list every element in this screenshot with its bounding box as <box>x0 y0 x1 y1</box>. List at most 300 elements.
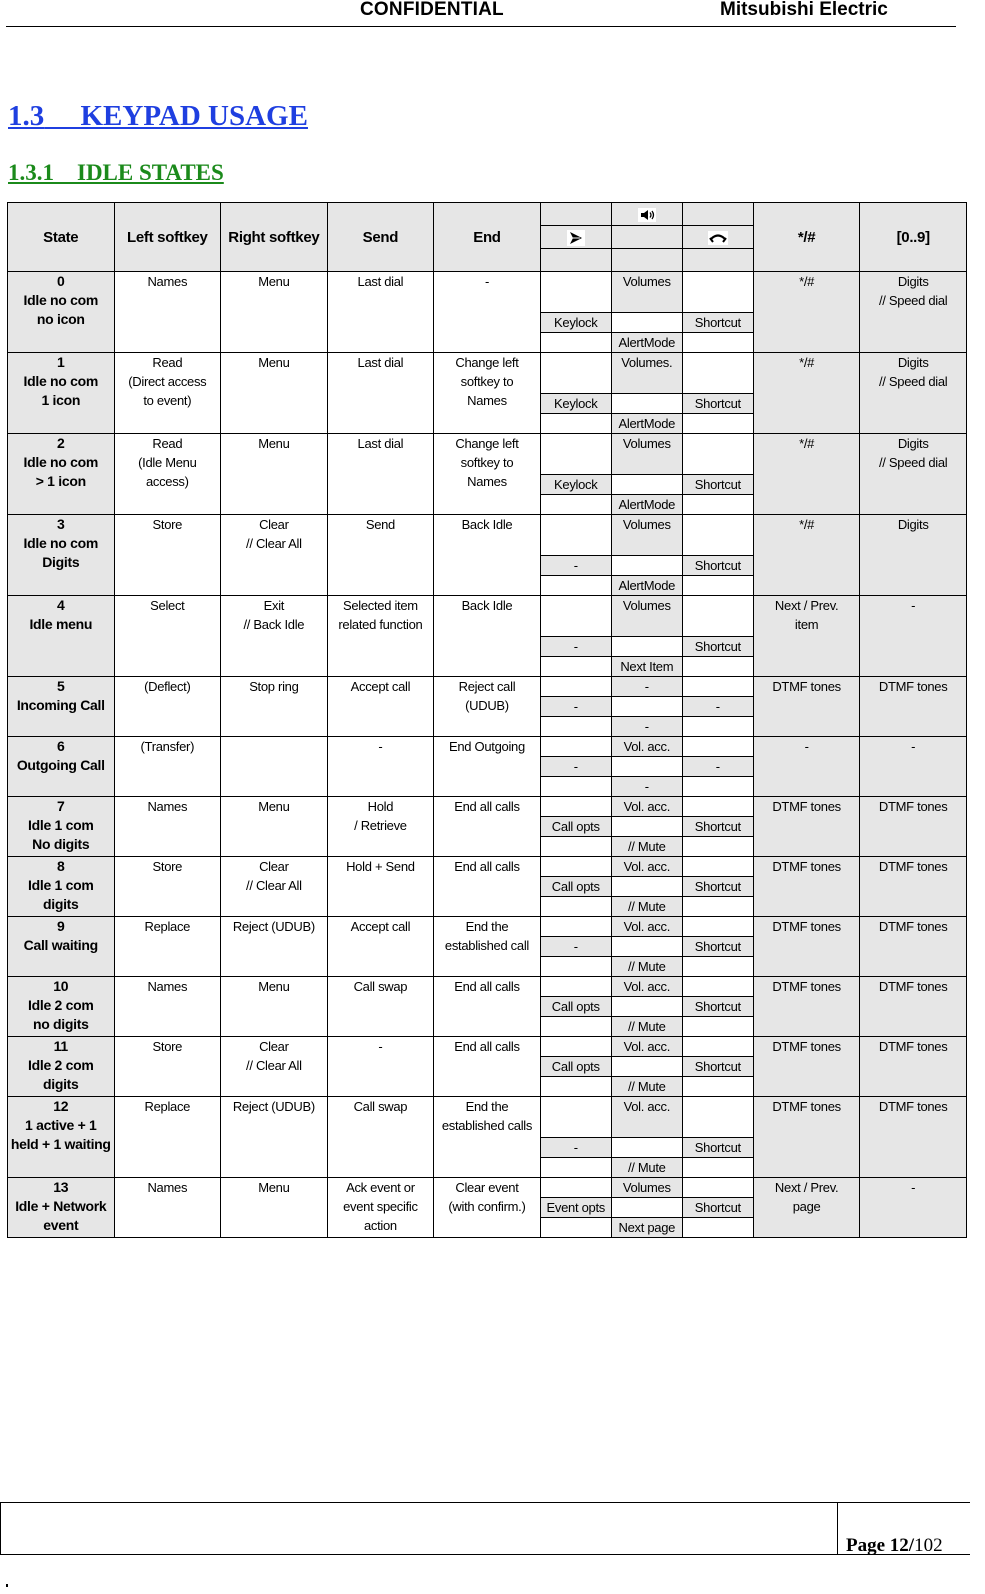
nav-up-cell: Volumes <box>611 434 682 475</box>
nav-blank-cell <box>682 333 753 353</box>
right-softkey-cell-line: Reject (UDUB) <box>232 1099 315 1114</box>
nav-up-cell: Vol. acc. <box>611 1037 682 1057</box>
digits-cell-line: Digits <box>897 436 929 451</box>
state-number: 13 <box>53 1179 69 1195</box>
header-left-softkey: Left softkey <box>114 203 221 272</box>
digits-cell <box>860 434 967 515</box>
nav-right-cell: Shortcut <box>682 475 753 495</box>
left-softkey-cell <box>114 797 221 857</box>
header-star-hash: */# <box>753 203 860 272</box>
right-softkey-cell <box>221 1037 328 1097</box>
nav-down-cell: // Mute <box>611 1158 682 1178</box>
right-softkey-cell-line: // Clear All <box>246 1058 302 1073</box>
header-nav-up <box>611 203 682 226</box>
digits-cell-line: DTMF tones <box>878 1099 948 1114</box>
send-cell-line: - <box>378 1039 383 1054</box>
digits-cell-line: DTMF tones <box>878 679 948 694</box>
confidential-label: CONFIDENTIAL <box>360 0 504 20</box>
state-cell <box>8 1037 115 1097</box>
end-cell-line: softkey to <box>460 455 514 470</box>
section-number: 1.3 <box>8 100 45 132</box>
send-cell <box>327 272 434 353</box>
nav-right-cell: Shortcut <box>682 877 753 897</box>
nav-blank-cell <box>540 1158 611 1178</box>
end-cell-line: Change left <box>455 436 519 451</box>
nav-blank-cell <box>682 1218 753 1238</box>
nav-blank-cell <box>540 434 611 475</box>
header-nav-left <box>540 226 611 249</box>
nav-left-cell: - <box>540 937 611 957</box>
nav-center-cell <box>611 394 682 414</box>
nav-right-cell: Shortcut <box>682 817 753 837</box>
company-name: Mitsubishi Electric <box>720 0 888 20</box>
nav-blank-cell <box>540 596 611 637</box>
header-end: End <box>434 203 541 272</box>
nav-blank-cell <box>540 414 611 434</box>
state-label: Idle 1 com <box>28 817 94 833</box>
send-cell-line: Hold <box>367 799 394 814</box>
star-hash-cell-line: - <box>804 739 809 754</box>
send-cell <box>327 977 434 1037</box>
send-cell-line: Hold + Send <box>346 859 415 874</box>
header-right-softkey: Right softkey <box>221 203 328 272</box>
digits-cell <box>860 977 967 1037</box>
send-cell-line: - <box>378 739 383 754</box>
right-softkey-cell-line: Clear <box>259 517 289 532</box>
digits-cell-line: DTMF tones <box>878 1039 948 1054</box>
left-softkey-cell-line: access) <box>145 474 189 489</box>
state-number: 4 <box>57 597 65 613</box>
nav-center-cell <box>611 1138 682 1158</box>
header-nav-blank <box>540 203 611 226</box>
page-footer <box>0 1502 970 1555</box>
table-row <box>8 917 967 937</box>
right-softkey-cell <box>221 272 328 353</box>
send-cell-line: event specific <box>343 1199 418 1214</box>
send-cell <box>327 353 434 434</box>
star-hash-cell <box>753 434 860 515</box>
star-hash-cell <box>753 1037 860 1097</box>
header-send: Send <box>327 203 434 272</box>
header-nav-right <box>682 226 753 249</box>
star-hash-cell <box>753 917 860 977</box>
star-hash-cell-line: */# <box>799 517 815 532</box>
nav-down-cell: // Mute <box>611 1017 682 1037</box>
send-cell <box>327 596 434 677</box>
left-softkey-cell-line: to event) <box>143 393 192 408</box>
nav-center-cell <box>611 817 682 837</box>
end-cell-line: Reject call <box>458 679 516 694</box>
star-hash-cell <box>753 1097 860 1178</box>
send-cell-line: Call swap <box>353 1099 408 1114</box>
star-hash-cell <box>753 596 860 677</box>
nav-up-cell: Vol. acc. <box>611 857 682 877</box>
header-digits: [0..9] <box>860 203 967 272</box>
state-number: 12 <box>53 1098 69 1114</box>
nav-blank-cell <box>682 917 753 937</box>
digits-cell-line: Digits <box>897 517 929 532</box>
state-cell <box>8 917 115 977</box>
nav-blank-cell <box>540 1037 611 1057</box>
digits-cell-line: DTMF tones <box>878 919 948 934</box>
digits-cell-line: - <box>911 739 916 754</box>
header-nav-blank <box>682 249 753 272</box>
nav-blank-cell <box>540 1218 611 1238</box>
nav-up-cell: Vol. acc. <box>611 917 682 937</box>
state-number: 1 <box>57 354 65 370</box>
page-label: Page 12/ <box>846 1535 915 1556</box>
star-hash-cell-line: page <box>792 1199 821 1214</box>
right-softkey-cell <box>221 677 328 737</box>
state-cell <box>8 857 115 917</box>
nav-up-cell: Vol. acc. <box>611 977 682 997</box>
state-number: 9 <box>57 918 65 934</box>
nav-blank-cell <box>682 353 753 394</box>
nav-up-cell: Vol. acc. <box>611 1097 682 1138</box>
state-label: Idle menu <box>29 616 93 632</box>
send-cell-line: Last dial <box>357 355 404 370</box>
nav-blank-cell <box>682 515 753 556</box>
table-row <box>8 434 967 475</box>
digits-cell <box>860 515 967 596</box>
digits-cell <box>860 272 967 353</box>
nav-blank-cell <box>540 576 611 596</box>
left-softkey-cell <box>114 272 221 353</box>
star-hash-cell <box>753 515 860 596</box>
state-number: 0 <box>57 273 65 289</box>
nav-blank-cell <box>682 737 753 757</box>
left-softkey-cell <box>114 1037 221 1097</box>
nav-blank-cell <box>540 857 611 877</box>
right-softkey-cell <box>221 515 328 596</box>
left-softkey-cell <box>114 917 221 977</box>
table-row <box>8 1097 967 1138</box>
nav-center-cell <box>611 1057 682 1077</box>
state-label: Idle 2 com <box>28 997 94 1013</box>
right-softkey-cell-line: Menu <box>258 979 290 994</box>
nav-center-cell <box>611 877 682 897</box>
right-softkey-cell-line: Stop ring <box>249 679 299 694</box>
page-number <box>846 1535 943 1557</box>
right-softkey-cell-line: Menu <box>258 436 290 451</box>
nav-center-cell <box>611 757 682 777</box>
nav-blank-cell <box>540 1077 611 1097</box>
digits-cell <box>860 737 967 797</box>
volume-up-icon <box>638 208 656 222</box>
digits-cell <box>860 1037 967 1097</box>
send-cell <box>327 515 434 596</box>
left-softkey-cell-line: Replace <box>144 919 191 934</box>
nav-center-cell <box>611 475 682 495</box>
nav-up-cell: Volumes <box>611 272 682 313</box>
nav-blank-cell <box>682 1017 753 1037</box>
digits-cell <box>860 1097 967 1178</box>
state-cell <box>8 353 115 434</box>
digits-cell-line: Digits <box>897 274 929 289</box>
state-label: Idle no com <box>23 373 99 389</box>
nav-down-cell: - <box>611 777 682 797</box>
left-softkey-cell-line: Names <box>147 799 188 814</box>
state-label: digits <box>43 1076 79 1092</box>
send-cell <box>327 434 434 515</box>
subsection-title: IDLE STATES <box>77 160 224 185</box>
nav-center-cell <box>611 1198 682 1218</box>
state-label: 1 icon <box>41 392 81 408</box>
nav-left-cell: Keylock <box>540 313 611 333</box>
state-label: No digits <box>32 836 90 852</box>
digits-cell-line: DTMF tones <box>878 979 948 994</box>
header-nav-blank <box>540 249 611 272</box>
left-softkey-cell-line: Select <box>150 598 185 613</box>
left-softkey-cell-line: (Transfer) <box>140 739 195 754</box>
left-softkey-cell <box>114 1097 221 1178</box>
nav-blank-cell <box>682 1097 753 1138</box>
nav-blank-cell <box>682 957 753 977</box>
nav-blank-cell <box>540 717 611 737</box>
end-cell <box>434 857 541 917</box>
right-softkey-cell-line: Menu <box>258 355 290 370</box>
right-softkey-cell <box>221 737 328 797</box>
end-cell <box>434 353 541 434</box>
end-cell-line: established calls <box>441 1118 533 1133</box>
table-row <box>8 737 967 757</box>
end-cell-line: Names <box>467 474 507 489</box>
digits-cell <box>860 596 967 677</box>
navigate-left-icon <box>567 230 585 246</box>
end-cell-line: End all calls <box>454 859 520 874</box>
left-softkey-cell <box>114 1178 221 1238</box>
subsection-heading <box>8 160 224 186</box>
nav-blank-cell <box>540 1097 611 1138</box>
nav-up-cell: Volumes <box>611 1178 682 1198</box>
nav-right-cell: - <box>682 757 753 777</box>
end-cell-line: End all calls <box>454 799 520 814</box>
state-cell <box>8 272 115 353</box>
nav-blank-cell <box>682 1037 753 1057</box>
state-cell <box>8 797 115 857</box>
nav-blank-cell <box>682 272 753 313</box>
state-label: Idle no com <box>23 292 99 308</box>
nav-left-cell: - <box>540 556 611 576</box>
state-label: Idle no com <box>23 454 99 470</box>
end-cell-line: - <box>484 274 489 289</box>
left-softkey-cell <box>114 515 221 596</box>
digits-cell-line: DTMF tones <box>878 799 948 814</box>
star-hash-cell-line: DTMF tones <box>772 679 841 694</box>
send-cell-line: Last dial <box>357 274 404 289</box>
nav-center-cell <box>611 637 682 657</box>
end-cell <box>434 797 541 857</box>
nav-down-cell: // Mute <box>611 1077 682 1097</box>
nav-blank-cell <box>682 837 753 857</box>
end-cell <box>434 272 541 353</box>
star-hash-cell-line: DTMF tones <box>772 979 841 994</box>
end-cell <box>434 596 541 677</box>
nav-blank-cell <box>540 353 611 394</box>
left-softkey-cell <box>114 353 221 434</box>
header-state: State <box>8 203 115 272</box>
end-cell-line: End Outgoing <box>449 739 525 754</box>
send-cell-line: Selected item <box>342 598 418 613</box>
star-hash-cell <box>753 1178 860 1238</box>
send-cell <box>327 1097 434 1178</box>
nav-blank-cell <box>540 737 611 757</box>
nav-up-cell: Volumes <box>611 515 682 556</box>
left-softkey-cell-line: Store <box>152 859 183 874</box>
state-number: 5 <box>57 678 65 694</box>
table-row <box>8 515 967 556</box>
state-label: digits <box>43 896 79 912</box>
send-cell <box>327 1037 434 1097</box>
navigate-right-icon <box>708 231 728 245</box>
nav-blank-cell <box>540 1178 611 1198</box>
right-softkey-cell-line: Clear <box>259 859 289 874</box>
state-number: 3 <box>57 516 65 532</box>
digits-cell <box>860 353 967 434</box>
left-softkey-cell-line: Store <box>152 517 183 532</box>
section-title: KEYPAD USAGE <box>80 100 308 132</box>
left-softkey-cell <box>114 596 221 677</box>
right-softkey-cell <box>221 797 328 857</box>
state-label: no digits <box>32 1016 89 1032</box>
nav-blank-cell <box>682 495 753 515</box>
nav-blank-cell <box>682 576 753 596</box>
nav-down-cell: AlertMode <box>611 333 682 353</box>
send-cell <box>327 737 434 797</box>
left-softkey-cell <box>114 677 221 737</box>
nav-right-cell: Shortcut <box>682 1198 753 1218</box>
nav-blank-cell <box>540 957 611 977</box>
nav-center-cell <box>611 697 682 717</box>
star-hash-cell <box>753 857 860 917</box>
right-softkey-cell <box>221 857 328 917</box>
state-label: Idle 2 com <box>28 1057 94 1073</box>
state-label: Call waiting <box>23 937 98 953</box>
star-hash-cell-line: */# <box>799 436 815 451</box>
nav-blank-cell <box>682 1158 753 1178</box>
send-cell-line: Ack event or <box>346 1180 415 1195</box>
nav-blank-cell <box>682 857 753 877</box>
star-hash-cell-line: Next / Prev. <box>774 1180 839 1195</box>
star-hash-cell-line: DTMF tones <box>772 1039 841 1054</box>
end-cell <box>434 1097 541 1178</box>
nav-left-cell: Keylock <box>540 475 611 495</box>
nav-blank-cell <box>540 657 611 677</box>
left-softkey-cell-line: (Idle Menu <box>138 455 197 470</box>
right-softkey-cell-line: Clear <box>259 1039 289 1054</box>
nav-blank-cell <box>540 677 611 697</box>
star-hash-cell-line: Next / Prev. <box>774 598 839 613</box>
star-hash-cell <box>753 272 860 353</box>
send-cell <box>327 857 434 917</box>
end-cell <box>434 434 541 515</box>
nav-down-cell: // Mute <box>611 957 682 977</box>
nav-right-cell: Shortcut <box>682 1057 753 1077</box>
table-row <box>8 797 967 817</box>
right-softkey-cell <box>221 917 328 977</box>
end-cell-line: established call <box>444 938 529 953</box>
star-hash-cell-line: item <box>794 617 819 632</box>
nav-blank-cell <box>682 657 753 677</box>
digits-cell-line: - <box>911 598 916 613</box>
send-cell-line: / Retrieve <box>354 818 407 833</box>
digits-cell-line: - <box>911 1180 916 1195</box>
state-cell <box>8 737 115 797</box>
nav-center-cell <box>611 556 682 576</box>
nav-left-cell: Call opts <box>540 1057 611 1077</box>
nav-blank-cell <box>682 677 753 697</box>
right-softkey-cell <box>221 1178 328 1238</box>
nav-down-cell: AlertMode <box>611 576 682 596</box>
nav-blank-cell <box>540 917 611 937</box>
left-softkey-cell-line: (Direct access <box>128 374 207 389</box>
left-softkey-cell-line: Read <box>152 436 183 451</box>
nav-blank-cell <box>540 837 611 857</box>
nav-blank-cell <box>540 495 611 515</box>
end-cell <box>434 917 541 977</box>
digits-cell-line: // Speed dial <box>879 293 948 308</box>
nav-up-cell: - <box>611 677 682 697</box>
nav-left-cell: Call opts <box>540 877 611 897</box>
table-row <box>8 596 967 637</box>
nav-down-cell: - <box>611 717 682 737</box>
nav-up-cell: Vol. acc. <box>611 797 682 817</box>
send-cell <box>327 677 434 737</box>
table-row <box>8 272 967 313</box>
end-cell <box>434 677 541 737</box>
nav-blank-cell <box>540 797 611 817</box>
left-softkey-cell-line: Replace <box>144 1099 191 1114</box>
right-softkey-cell-line: Menu <box>258 274 290 289</box>
nav-left-cell: - <box>540 757 611 777</box>
star-hash-cell <box>753 977 860 1037</box>
nav-blank-cell <box>540 333 611 353</box>
nav-center-cell <box>611 313 682 333</box>
digits-cell-line: // Speed dial <box>879 374 948 389</box>
nav-blank-cell <box>682 434 753 475</box>
nav-blank-cell <box>682 897 753 917</box>
end-cell <box>434 515 541 596</box>
nav-center-cell <box>611 997 682 1017</box>
star-hash-cell-line: DTMF tones <box>772 919 841 934</box>
left-softkey-cell-line: Names <box>147 979 188 994</box>
right-softkey-cell-line: Exit <box>263 598 285 613</box>
right-softkey-cell-line: // Back Idle <box>243 617 305 632</box>
nav-blank-cell <box>682 717 753 737</box>
nav-right-cell: Shortcut <box>682 394 753 414</box>
digits-cell <box>860 857 967 917</box>
state-cell <box>8 977 115 1037</box>
state-cell <box>8 596 115 677</box>
nav-down-cell: Next Item <box>611 657 682 677</box>
nav-down-cell: // Mute <box>611 837 682 857</box>
nav-right-cell: - <box>682 697 753 717</box>
nav-blank-cell <box>540 977 611 997</box>
right-softkey-cell-line: // Clear All <box>246 878 302 893</box>
right-softkey-cell-line: Reject (UDUB) <box>232 919 315 934</box>
send-cell <box>327 1178 434 1238</box>
end-cell-line: End the <box>465 919 509 934</box>
right-softkey-cell-line: Menu <box>258 799 290 814</box>
subsection-number: 1.3.1 <box>8 160 54 185</box>
nav-right-cell: Shortcut <box>682 556 753 576</box>
state-cell <box>8 1178 115 1238</box>
left-softkey-cell <box>114 857 221 917</box>
nav-blank-cell <box>540 777 611 797</box>
star-hash-cell <box>753 353 860 434</box>
end-cell-line: Back Idle <box>461 598 513 613</box>
star-hash-cell <box>753 737 860 797</box>
